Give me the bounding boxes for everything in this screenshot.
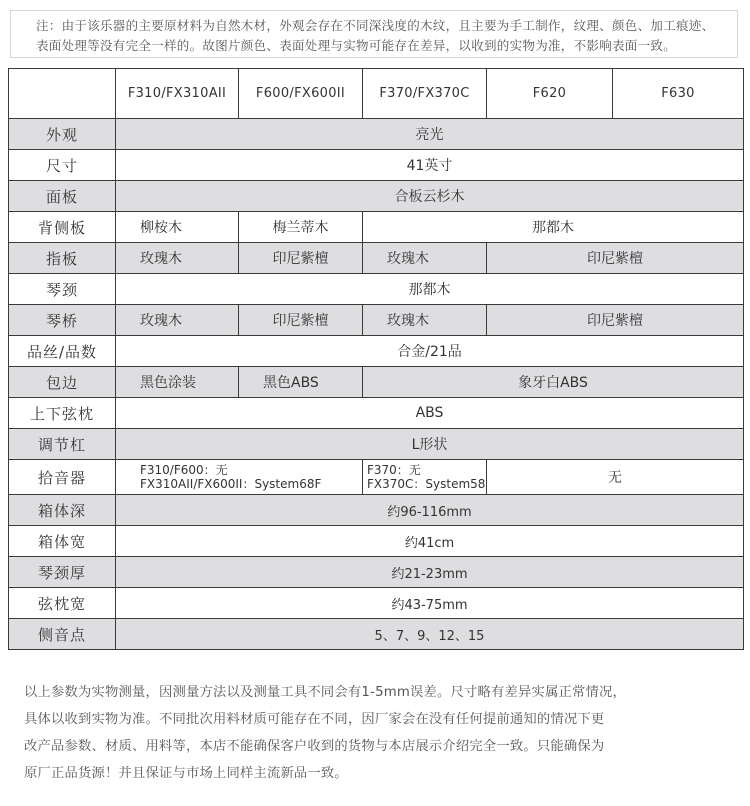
row-value: 玫瑰木 (363, 305, 487, 336)
row-label: 箱体深 (9, 495, 116, 526)
row-value: 玫瑰木 (363, 243, 487, 274)
row-value: 柳桉木 (116, 212, 239, 243)
table-row-truss-rod (9, 429, 744, 460)
table-row-side-markers (9, 619, 744, 650)
table-header-row (9, 69, 744, 119)
header-model-f630: F630 (613, 69, 744, 119)
table-row-bridge (9, 305, 744, 336)
table-row-nut-saddle (9, 398, 744, 429)
row-value: L形状 (116, 429, 744, 460)
row-value: 印尼紫檀 (239, 305, 363, 336)
table-row-size (9, 150, 744, 181)
row-label: 外观 (9, 119, 116, 150)
table-row-body-width (9, 526, 744, 557)
disclaimer-note (10, 10, 738, 58)
row-label: 箱体宽 (9, 526, 116, 557)
table-row-neck (9, 274, 744, 305)
table-row-appearance (9, 119, 744, 150)
pickup-line: F310/F600：无 (140, 463, 228, 477)
header-model-f370: F370/FX370C (363, 69, 487, 119)
note-line: 表面处理等没有完全一样的。故图片颜色、表面处理与实物可能存在差异，以收到的实物为准，不影响表面一致。 (36, 38, 677, 53)
table-row-pickup (9, 460, 744, 495)
row-value-pickup-f310-f600 (116, 460, 363, 495)
header-model-f310: F310/FX310AII (116, 69, 239, 119)
row-value: 合金/21品 (116, 336, 744, 367)
row-value-pickup-f370 (363, 460, 487, 495)
row-value: 黑色涂装 (116, 367, 239, 398)
row-label: 调节杠 (9, 429, 116, 460)
footer-line: 具体以收到实物为准。不同批次用料材质可能存在不同，因厂家会在没有任何提前通知的情况下更 (24, 712, 605, 727)
row-value: 那都木 (363, 212, 744, 243)
row-value: 那都木 (116, 274, 744, 305)
row-value: 玫瑰木 (116, 243, 239, 274)
table-row-frets (9, 336, 744, 367)
row-value: 印尼紫檀 (239, 243, 363, 274)
row-label: 指板 (9, 243, 116, 274)
pickup-line: F370：无 (367, 463, 421, 477)
table-row-body-depth (9, 495, 744, 526)
footer-line: 改产品参数、材质、用料等，本店不能确保客户收到的货物与本店展示介绍完全一致。只能确保为 (24, 739, 605, 754)
row-label: 背侧板 (9, 212, 116, 243)
table-row-top (9, 181, 744, 212)
row-value: 象牙白ABS (363, 367, 744, 398)
spec-table (8, 68, 744, 650)
row-value: 印尼紫檀 (487, 305, 744, 336)
row-label: 侧音点 (9, 619, 116, 650)
row-value-pickup-f620-f630: 无 (487, 460, 744, 495)
header-corner-cell (9, 69, 116, 119)
row-label: 品丝/品数 (9, 336, 116, 367)
header-model-f600: F600/FX600II (239, 69, 363, 119)
table-row-nut-width (9, 588, 744, 619)
row-value: 印尼紫檀 (487, 243, 744, 274)
row-value: 约41cm (116, 526, 744, 557)
row-label: 琴颈厚 (9, 557, 116, 588)
row-value: 约96-116mm (116, 495, 744, 526)
row-label: 面板 (9, 181, 116, 212)
row-value: 约43-75mm (116, 588, 744, 619)
pickup-line: FX310AII/FX600II：System68F (140, 477, 322, 491)
row-label: 弦枕宽 (9, 588, 116, 619)
row-value: 玫瑰木 (116, 305, 239, 336)
pickup-line: FX370C：System58 (367, 477, 486, 491)
row-label: 琴颈 (9, 274, 116, 305)
table-row-binding (9, 367, 744, 398)
note-line: 注：由于该乐器的主要原材料为自然木材，外观会存在不同深浅度的木纹，且主要为手工制作，纹理、颜色、加工痕迹、 (36, 18, 715, 33)
table-row-back-sides (9, 212, 744, 243)
row-value: 约21-23mm (116, 557, 744, 588)
measurement-disclaimer (24, 679, 734, 787)
header-model-f620: F620 (487, 69, 613, 119)
row-value: 5、7、9、12、15 (116, 619, 744, 650)
row-label: 尺寸 (9, 150, 116, 181)
row-value: ABS (116, 398, 744, 429)
table-row-fingerboard (9, 243, 744, 274)
row-value: 黑色ABS (239, 367, 363, 398)
footer-line: 原厂正品货源！并且保证与市场上同样主流新品一致。 (24, 766, 348, 781)
row-value: 亮光 (116, 119, 744, 150)
row-label: 包边 (9, 367, 116, 398)
row-value: 41英寸 (116, 150, 744, 181)
table-row-neck-thickness (9, 557, 744, 588)
footer-line: 以上参数为实物测量，因测量方法以及测量工具不同会有1-5mm误差。尺寸略有差异实属正常情况， (24, 685, 626, 700)
row-label: 琴桥 (9, 305, 116, 336)
row-value: 合板云杉木 (116, 181, 744, 212)
row-label: 上下弦枕 (9, 398, 116, 429)
row-value: 梅兰蒂木 (239, 212, 363, 243)
row-label: 拾音器 (9, 460, 116, 495)
